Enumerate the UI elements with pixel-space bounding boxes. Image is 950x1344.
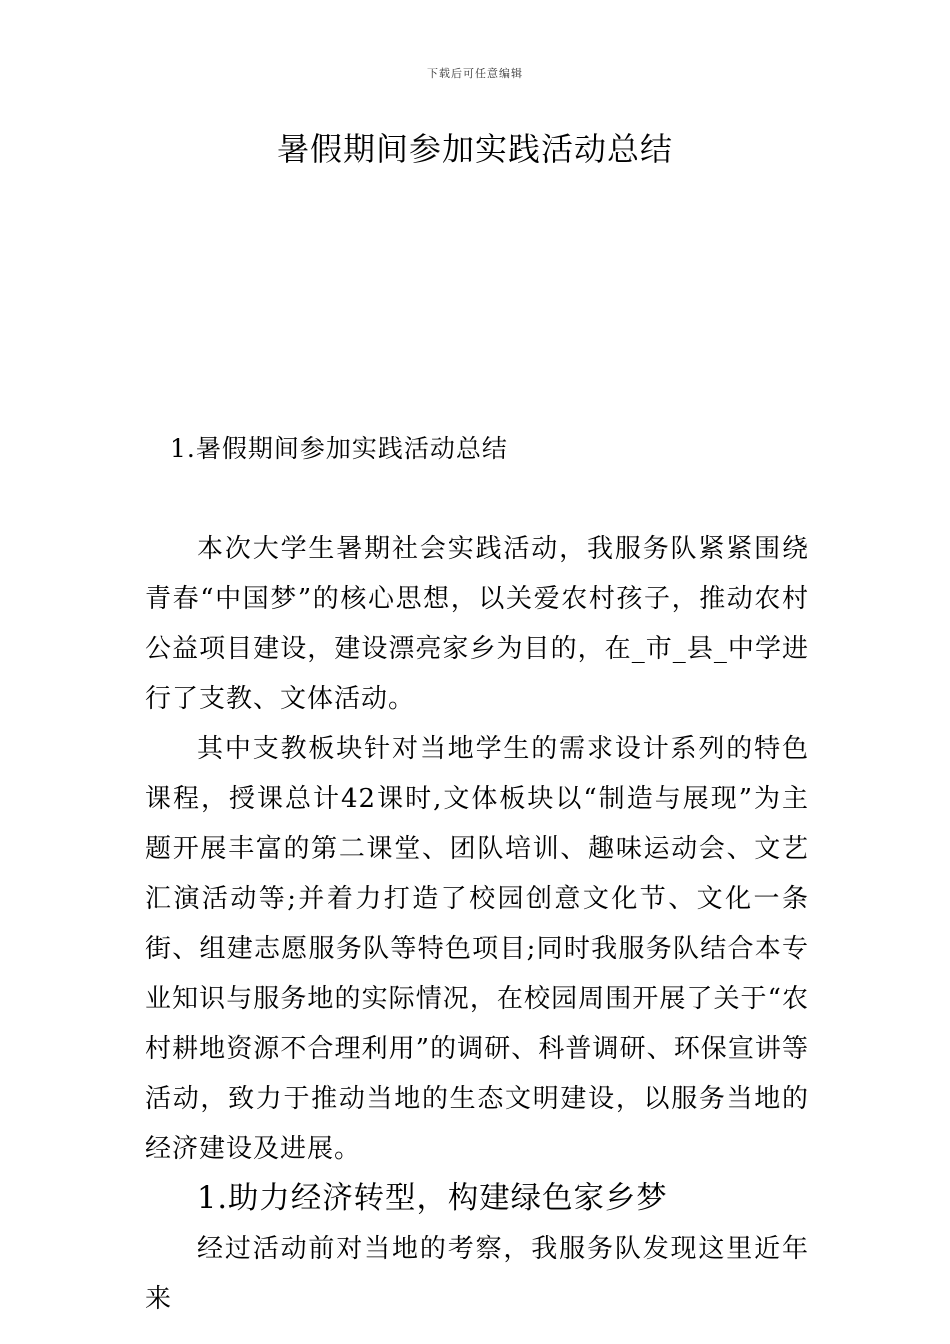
section-heading: 1.暑假期间参加实践活动总结 (170, 434, 508, 463)
paragraph-3: 经过活动前对当地的考察，我服务队发现这里近年来 (145, 1234, 809, 1314)
body-text-block (145, 524, 809, 1324)
header-note: 下载后可任意编辑 (427, 67, 523, 80)
paragraph-1: 本次大学生暑期社会实践活动，我服务队紧紧围绕青春“中国梦”的核心思想，以关爱农村孩子，推动农村公益项目建设，建设漂亮家乡为目的，在_市_县_中学进行了支教、文体活动。 (145, 534, 809, 714)
document-title: 暑假期间参加实践活动总结 (276, 130, 673, 168)
paragraph-2: 其中支教板块针对当地学生的需求设计系列的特色课程，授课总计42课时,文体板块以“制造与展现”为主题开展丰富的第二课堂、团队培训、趣味运动会、文艺汇演活动等;并着力打造了校园创意文化节、文化一条街、组建志愿服务队等特色项目;同时我服务队结合本专业知识与服务地的实际情况，在校园周围开展了关于“农村耕地资源不合理利用”的调研、科普调研、环保宣讲等活动，致力于推动当地的生态文明建设，以服务当地的经济建设及进展。 (145, 734, 809, 1164)
sub-heading: 1.助力经济转型，构建绿色家乡梦 (197, 1181, 668, 1216)
